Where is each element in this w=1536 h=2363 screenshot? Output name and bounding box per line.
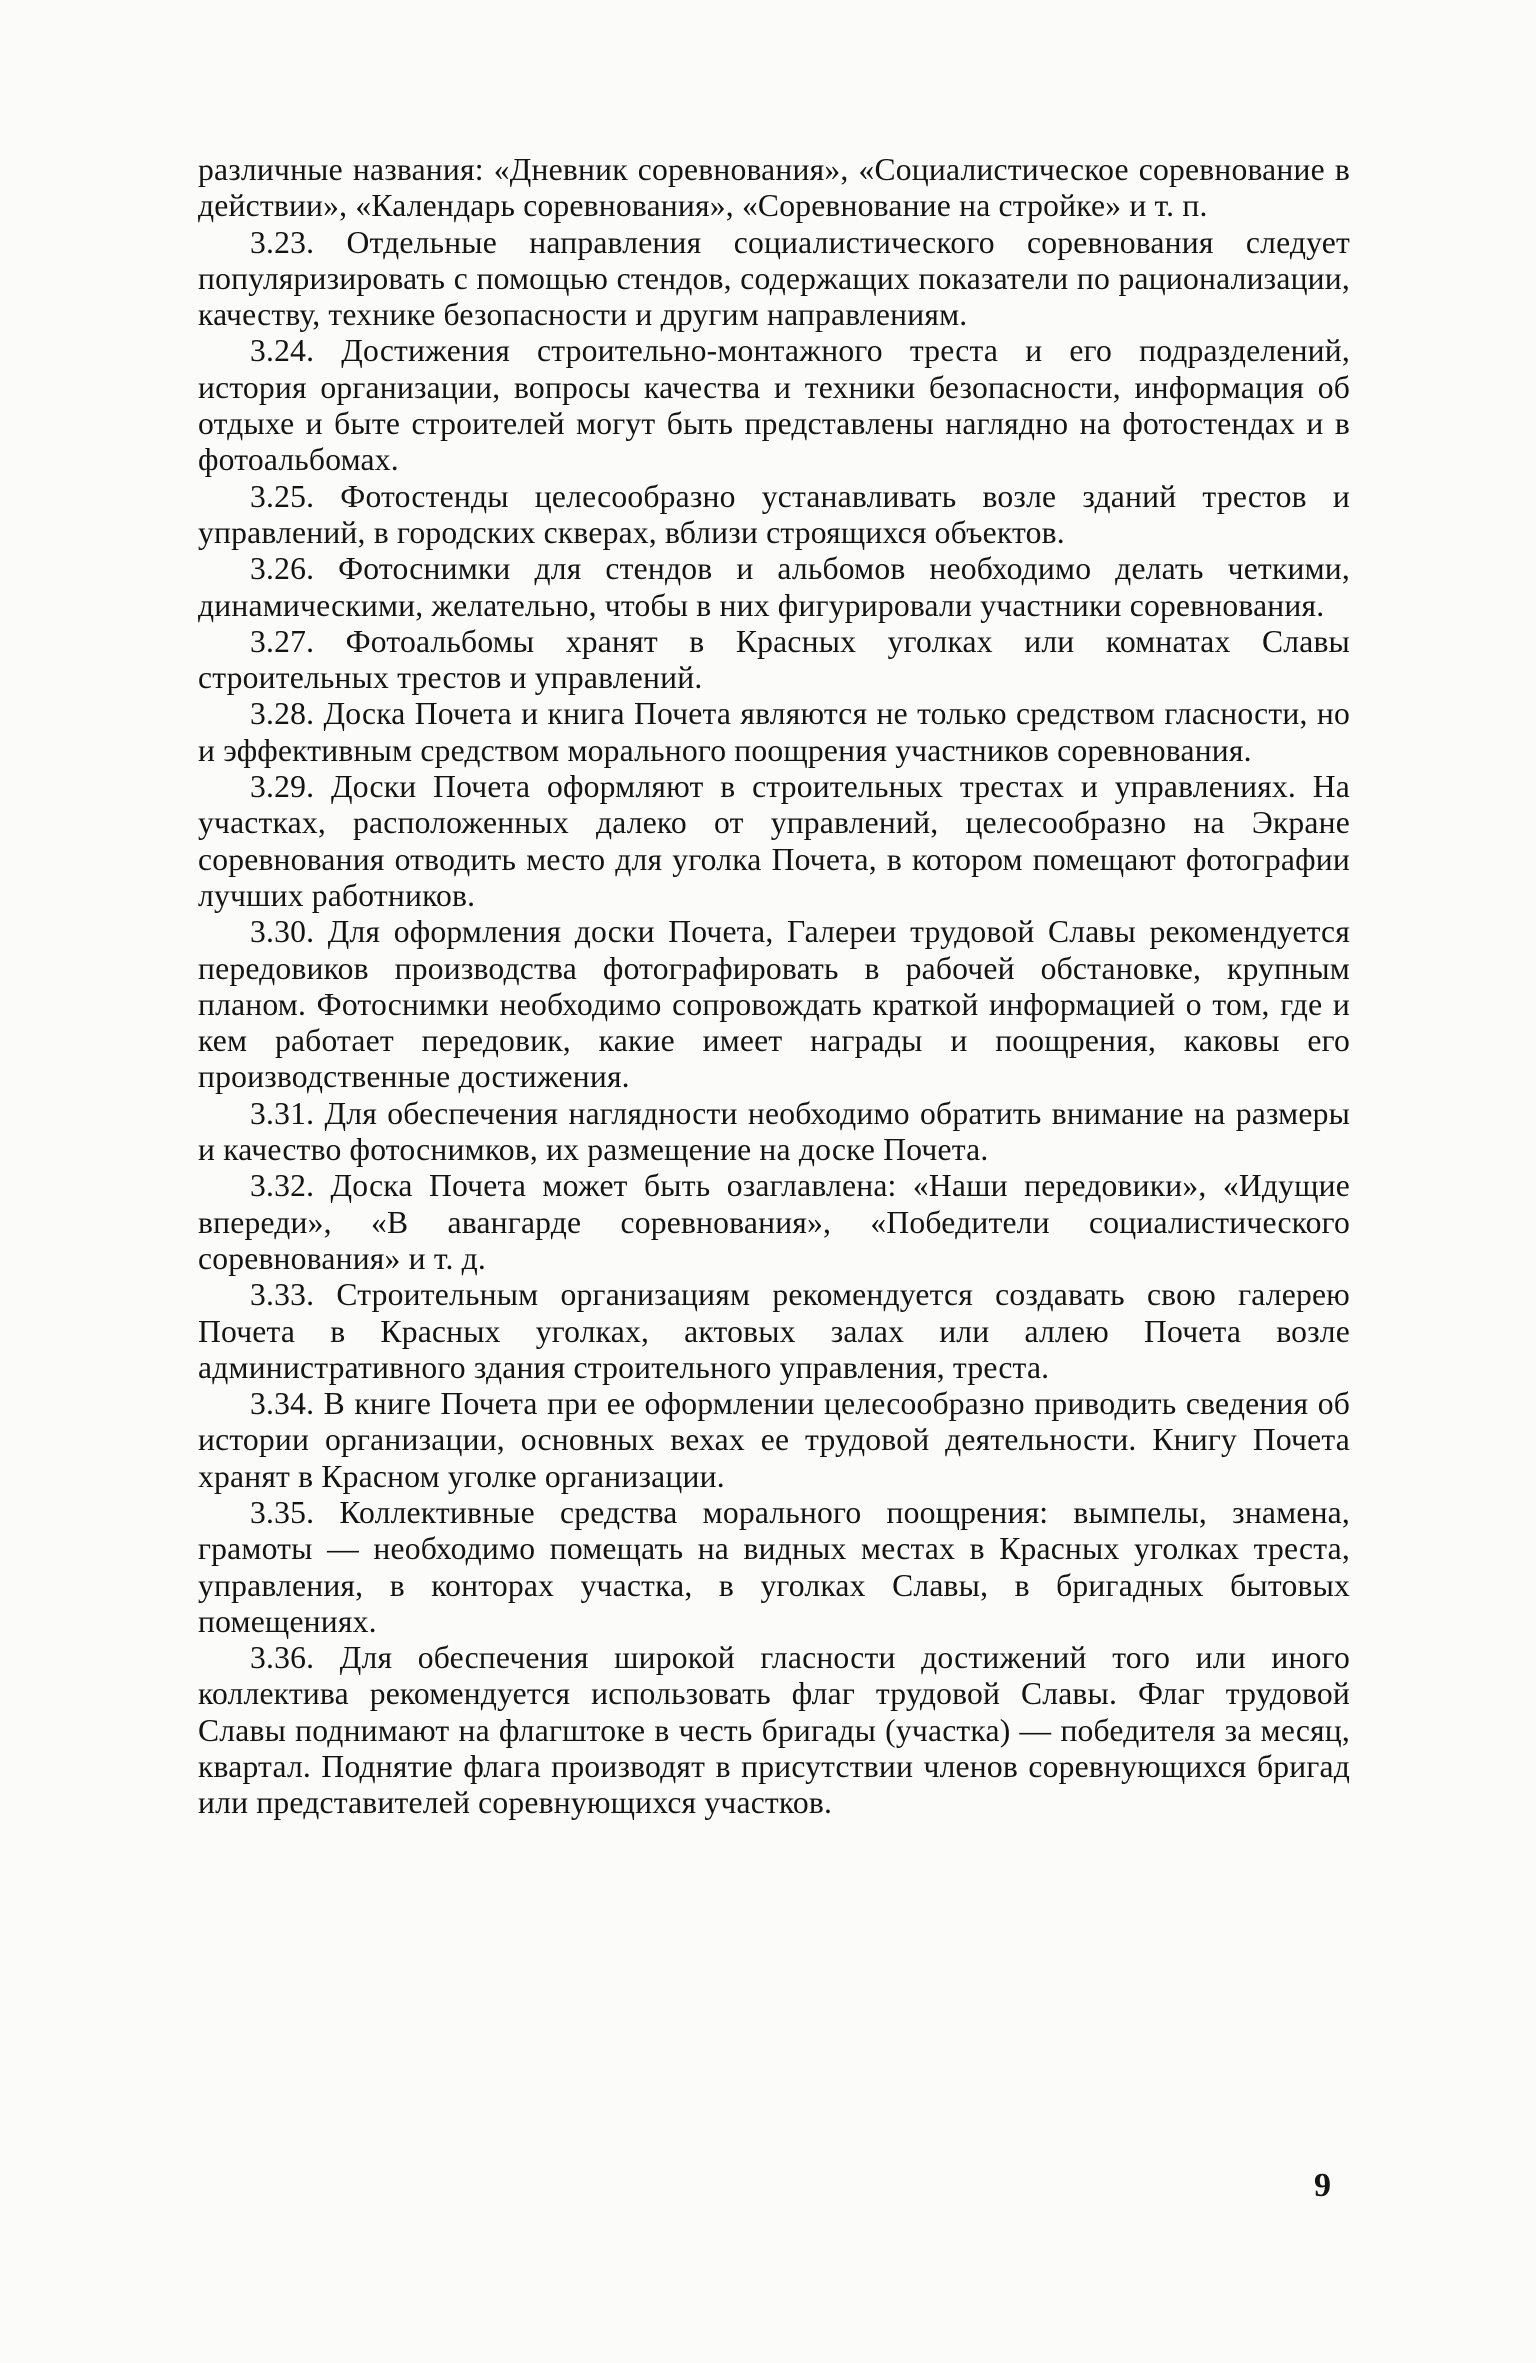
paragraph-3-29: 3.29. Доски Почета оформляют в строительных трестах и управлениях. На участках, расположенных далеко от управлений, целесообразно на Экране соревнования отводить место для уголка Почета, в котором помещают фотографии лучших работников. <box>198 769 1350 913</box>
paragraph-3-28: 3.28. Доска Почета и книга Почета являются не только средством гласности, но и эффективным средством морального поощрения участников соревнования. <box>198 696 1350 768</box>
body-text <box>198 152 1350 1822</box>
paragraph-3-36: 3.36. Для обеспечения широкой гласности достижений того или иного коллектива рекомендуется использовать флаг трудовой Славы. Флаг трудовой Славы поднимают на флагштоке в честь бригады (участка) — победителя за месяц, квартал. Поднятие флага производят в присутствии членов соревнующихся бригад или представителей соревнующихся участков. <box>198 1640 1350 1821</box>
paragraph-3-33: 3.33. Строительным организациям рекомендуется создавать свою галерею Почета в Красных уголках, актовых залах или аллею Почета возле административного здания строительного управления, треста. <box>198 1277 1350 1385</box>
paragraph-3-34: 3.34. В книге Почета при ее оформлении целесообразно приводить сведения об истории организации, основных вехах ее трудовой деятельности. Книгу Почета хранят в Красном уголке организации. <box>198 1386 1350 1494</box>
paragraph-3-23: 3.23. Отдельные направления социалистического соревнования следует популяризировать с помощью стендов, содержащих показатели по рационализации, качеству, технике безопасности и другим направлениям. <box>198 224 1350 333</box>
paragraph-3-32: 3.32. Доска Почета может быть озаглавлена: «Наши передовики», «Идущие впереди», «В авангарде соревнования», «Победители социалистического соревнования» и т. д. <box>198 1168 1350 1276</box>
paragraph-3-25: 3.25. Фотостенды целесообразно устанавливать возле зданий трестов и управлений, в городских скверах, вблизи строящихся объектов. <box>198 478 1350 550</box>
paragraph-3-26: 3.26. Фотоснимки для стендов и альбомов необходимо делать четкими, динамическими, желательно, чтобы в них фигурировали участники соревнования. <box>198 551 1350 623</box>
paragraph-3-31: 3.31. Для обеспечения наглядности необходимо обратить внимание на размеры и качество фотоснимков, их размещение на доске Почета. <box>198 1095 1350 1168</box>
paragraph-3-27: 3.27. Фотоальбомы хранят в Красных уголках или комнатах Славы строительных трестов и управлений. <box>198 623 1350 696</box>
paragraph-3-30: 3.30. Для оформления доски Почета, Галереи трудовой Славы рекомендуется передовиков производства фотографировать в рабочей обстановке, крупным планом. Фотоснимки необходимо сопровождать краткой информацией о том, где и кем работает передовик, какие имеет награды и поощрения, каковы его производственные достижения. <box>198 914 1350 1095</box>
paragraph-3-35: 3.35. Коллективные средства морального поощрения: вымпелы, знамена, грамоты — необходимо помещать на видных местах в Красных уголках треста, управления, в конторах участка, в уголках Славы, в бригадных бытовых помещениях. <box>198 1494 1350 1639</box>
paragraph-continuation: различные названия: «Дневник соревнования», «Социалистическое соревнование в действии», «Календарь соревнования», «Соревнование на стройке» и т. п. <box>198 152 1350 224</box>
page-number: 9 <box>1314 2167 1331 2204</box>
paragraph-3-24: 3.24. Достижения строительно-монтажного треста и его подразделений, история организации, вопросы качества и техники безопасности, информация об отдыхе и быте строителей могут быть представлены наглядно на фотостендах и в фотоальбомах. <box>198 333 1350 478</box>
